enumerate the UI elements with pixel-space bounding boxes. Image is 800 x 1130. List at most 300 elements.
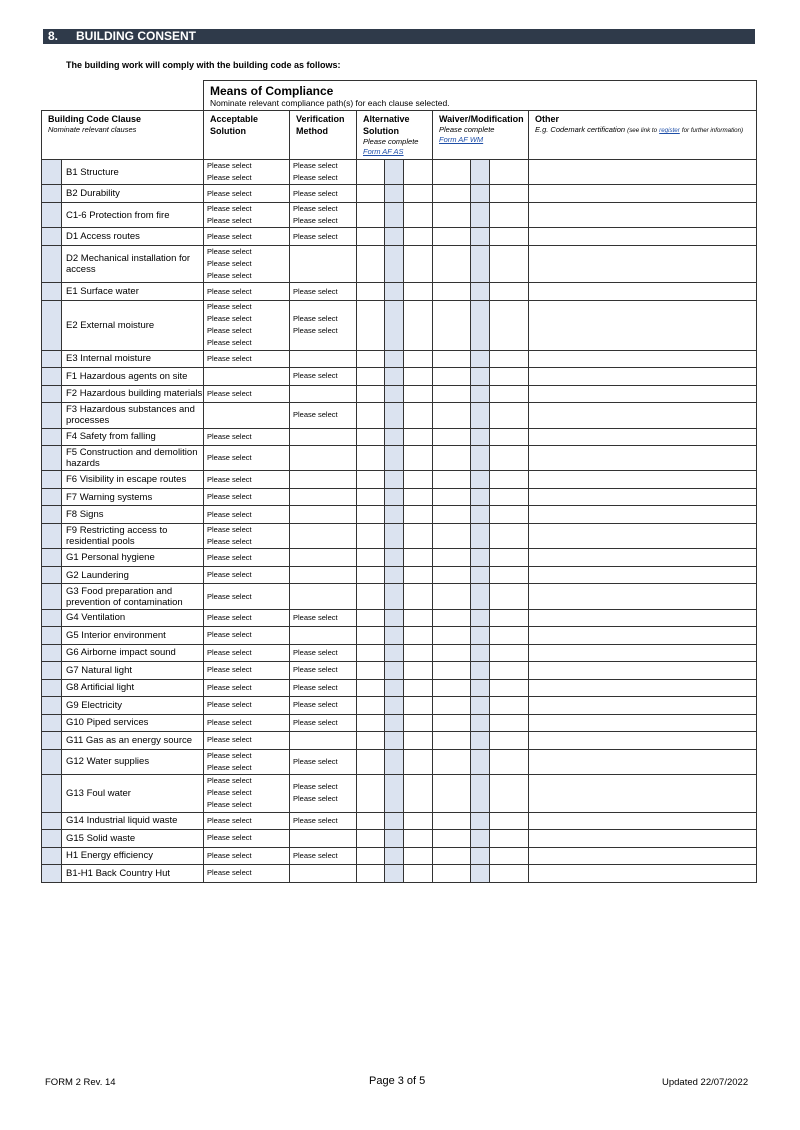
waiver-modification-checkbox[interactable] xyxy=(471,350,490,368)
please-select-dropdown[interactable]: Please select xyxy=(207,762,252,772)
waiver-modification-field[interactable] xyxy=(433,245,471,283)
alternative-solution-checkbox[interactable] xyxy=(385,566,404,584)
waiver-modification-field[interactable] xyxy=(490,566,529,584)
acceptable-solution-select[interactable] xyxy=(204,679,290,697)
alternative-solution-field[interactable] xyxy=(404,679,433,697)
alternative-solution-field[interactable] xyxy=(357,662,385,680)
waiver-modification-field[interactable] xyxy=(433,830,471,848)
waiver-modification-field[interactable] xyxy=(490,662,529,680)
acceptable-solution-select[interactable] xyxy=(204,368,290,386)
alternative-solution-checkbox[interactable] xyxy=(385,830,404,848)
verification-method-select[interactable] xyxy=(290,245,357,283)
please-select-dropdown[interactable]: Please select xyxy=(293,204,338,214)
acceptable-solution-select[interactable] xyxy=(204,471,290,489)
waiver-modification-field[interactable] xyxy=(433,627,471,645)
other-field[interactable] xyxy=(529,775,757,813)
waiver-modification-checkbox[interactable] xyxy=(471,662,490,680)
verification-method-select[interactable] xyxy=(290,228,357,246)
verification-method-select[interactable] xyxy=(290,202,357,227)
waiver-modification-checkbox[interactable] xyxy=(471,368,490,386)
alternative-solution-checkbox[interactable] xyxy=(385,403,404,428)
clause-checkbox[interactable] xyxy=(42,160,62,185)
waiver-modification-field[interactable] xyxy=(433,732,471,750)
alternative-solution-field[interactable] xyxy=(357,865,385,883)
verification-method-select[interactable] xyxy=(290,185,357,203)
please-select-dropdown[interactable]: Please select xyxy=(293,794,338,804)
alternative-solution-field[interactable] xyxy=(357,446,385,471)
please-select-dropdown[interactable]: Please select xyxy=(207,850,252,860)
alternative-solution-field[interactable] xyxy=(357,644,385,662)
alternative-solution-checkbox[interactable] xyxy=(385,584,404,609)
other-field[interactable] xyxy=(529,732,757,750)
other-field[interactable] xyxy=(529,202,757,227)
please-select-dropdown[interactable]: Please select xyxy=(207,630,252,640)
waiver-modification-field[interactable] xyxy=(433,812,471,830)
please-select-dropdown[interactable]: Please select xyxy=(207,173,252,183)
other-field[interactable] xyxy=(529,644,757,662)
other-field[interactable] xyxy=(529,566,757,584)
verification-method-select[interactable] xyxy=(290,403,357,428)
verification-method-select[interactable] xyxy=(290,609,357,627)
alternative-solution-field[interactable] xyxy=(357,385,385,403)
waiver-modification-checkbox[interactable] xyxy=(471,584,490,609)
waiver-modification-checkbox[interactable] xyxy=(471,749,490,774)
alternative-solution-field[interactable] xyxy=(404,549,433,567)
alternative-solution-field[interactable] xyxy=(404,584,433,609)
alternative-solution-field[interactable] xyxy=(357,775,385,813)
other-field[interactable] xyxy=(529,609,757,627)
alternative-solution-field[interactable] xyxy=(357,202,385,227)
waiver-modification-field[interactable] xyxy=(490,584,529,609)
clause-checkbox[interactable] xyxy=(42,847,62,865)
clause-checkbox[interactable] xyxy=(42,714,62,732)
please-select-dropdown[interactable]: Please select xyxy=(207,204,252,214)
please-select-dropdown[interactable]: Please select xyxy=(207,570,252,580)
other-field[interactable] xyxy=(529,385,757,403)
alternative-solution-field[interactable] xyxy=(404,202,433,227)
alternative-solution-checkbox[interactable] xyxy=(385,847,404,865)
please-select-dropdown[interactable]: Please select xyxy=(293,286,338,296)
waiver-modification-field[interactable] xyxy=(490,644,529,662)
other-field[interactable] xyxy=(529,749,757,774)
verification-method-select[interactable] xyxy=(290,679,357,697)
other-field[interactable] xyxy=(529,506,757,524)
clause-checkbox[interactable] xyxy=(42,403,62,428)
please-select-dropdown[interactable]: Please select xyxy=(207,525,252,535)
clause-checkbox[interactable] xyxy=(42,732,62,750)
alternative-solution-field[interactable] xyxy=(357,403,385,428)
clause-checkbox[interactable] xyxy=(42,350,62,368)
alternative-solution-field[interactable] xyxy=(404,627,433,645)
alternative-solution-field[interactable] xyxy=(404,350,433,368)
alternative-solution-field[interactable] xyxy=(404,185,433,203)
alternative-solution-field[interactable] xyxy=(404,644,433,662)
please-select-dropdown[interactable]: Please select xyxy=(293,410,338,420)
alternative-solution-checkbox[interactable] xyxy=(385,471,404,489)
please-select-dropdown[interactable]: Please select xyxy=(207,388,252,398)
waiver-modification-field[interactable] xyxy=(433,549,471,567)
alternative-solution-checkbox[interactable] xyxy=(385,865,404,883)
alternative-solution-checkbox[interactable] xyxy=(385,228,404,246)
waiver-modification-field[interactable] xyxy=(490,185,529,203)
please-select-dropdown[interactable]: Please select xyxy=(207,815,252,825)
alternative-solution-field[interactable] xyxy=(357,428,385,446)
please-select-dropdown[interactable]: Please select xyxy=(293,612,338,622)
other-field[interactable] xyxy=(529,471,757,489)
verification-method-select[interactable] xyxy=(290,368,357,386)
clause-checkbox[interactable] xyxy=(42,549,62,567)
alternative-solution-field[interactable] xyxy=(357,506,385,524)
waiver-modification-field[interactable] xyxy=(490,679,529,697)
verification-method-select[interactable] xyxy=(290,488,357,506)
alternative-solution-field[interactable] xyxy=(357,584,385,609)
clause-checkbox[interactable] xyxy=(42,584,62,609)
please-select-dropdown[interactable]: Please select xyxy=(207,492,252,502)
verification-method-select[interactable] xyxy=(290,830,357,848)
clause-checkbox[interactable] xyxy=(42,283,62,301)
waiver-modification-field[interactable] xyxy=(490,300,529,350)
verification-method-select[interactable] xyxy=(290,385,357,403)
other-field[interactable] xyxy=(529,350,757,368)
verification-method-select[interactable] xyxy=(290,865,357,883)
waiver-modification-field[interactable] xyxy=(433,300,471,350)
please-select-dropdown[interactable]: Please select xyxy=(207,776,252,786)
alternative-solution-checkbox[interactable] xyxy=(385,488,404,506)
alternative-solution-field[interactable] xyxy=(357,245,385,283)
please-select-dropdown[interactable]: Please select xyxy=(293,314,338,324)
acceptable-solution-select[interactable] xyxy=(204,300,290,350)
alternative-solution-field[interactable] xyxy=(357,488,385,506)
please-select-dropdown[interactable]: Please select xyxy=(207,788,252,798)
waiver-modification-field[interactable] xyxy=(433,506,471,524)
alternative-solution-checkbox[interactable] xyxy=(385,775,404,813)
waiver-modification-field[interactable] xyxy=(433,185,471,203)
acceptable-solution-select[interactable] xyxy=(204,732,290,750)
waiver-modification-field[interactable] xyxy=(490,350,529,368)
alternative-solution-field[interactable] xyxy=(357,160,385,185)
clause-checkbox[interactable] xyxy=(42,471,62,489)
alternative-solution-field[interactable] xyxy=(404,428,433,446)
alternative-solution-checkbox[interactable] xyxy=(385,609,404,627)
please-select-dropdown[interactable]: Please select xyxy=(207,735,252,745)
other-field[interactable] xyxy=(529,403,757,428)
alternative-solution-field[interactable] xyxy=(357,609,385,627)
waiver-modification-checkbox[interactable] xyxy=(471,865,490,883)
please-select-dropdown[interactable]: Please select xyxy=(207,188,252,198)
acceptable-solution-select[interactable] xyxy=(204,830,290,848)
waiver-modification-checkbox[interactable] xyxy=(471,644,490,662)
waiver-modification-field[interactable] xyxy=(433,714,471,732)
waiver-modification-field[interactable] xyxy=(433,847,471,865)
alternative-solution-field[interactable] xyxy=(357,350,385,368)
acceptable-solution-select[interactable] xyxy=(204,549,290,567)
waiver-modification-checkbox[interactable] xyxy=(471,549,490,567)
waiver-modification-field[interactable] xyxy=(490,812,529,830)
waiver-modification-field[interactable] xyxy=(433,644,471,662)
alternative-solution-field[interactable] xyxy=(357,228,385,246)
verification-method-select[interactable] xyxy=(290,812,357,830)
other-field[interactable] xyxy=(529,523,757,548)
clause-checkbox[interactable] xyxy=(42,488,62,506)
alternative-solution-field[interactable] xyxy=(404,385,433,403)
alternative-solution-checkbox[interactable] xyxy=(385,368,404,386)
waiver-modification-checkbox[interactable] xyxy=(471,160,490,185)
waiver-modification-field[interactable] xyxy=(490,749,529,774)
alternative-solution-field[interactable] xyxy=(357,523,385,548)
please-select-dropdown[interactable]: Please select xyxy=(207,647,252,657)
please-select-dropdown[interactable]: Please select xyxy=(207,286,252,296)
waiver-modification-field[interactable] xyxy=(433,679,471,697)
verification-method-select[interactable] xyxy=(290,697,357,715)
other-field[interactable] xyxy=(529,228,757,246)
alternative-solution-field[interactable] xyxy=(404,403,433,428)
acceptable-solution-select[interactable] xyxy=(204,202,290,227)
verification-method-select[interactable] xyxy=(290,644,357,662)
alternative-solution-field[interactable] xyxy=(357,283,385,301)
alternative-solution-field[interactable] xyxy=(404,662,433,680)
waiver-modification-checkbox[interactable] xyxy=(471,428,490,446)
clause-checkbox[interactable] xyxy=(42,428,62,446)
please-select-dropdown[interactable]: Please select xyxy=(293,161,338,171)
acceptable-solution-select[interactable] xyxy=(204,847,290,865)
waiver-modification-field[interactable] xyxy=(490,488,529,506)
other-field[interactable] xyxy=(529,185,757,203)
verification-method-select[interactable] xyxy=(290,428,357,446)
acceptable-solution-select[interactable] xyxy=(204,609,290,627)
alternative-solution-field[interactable] xyxy=(357,627,385,645)
other-field[interactable] xyxy=(529,549,757,567)
please-select-dropdown[interactable]: Please select xyxy=(207,509,252,519)
other-field[interactable] xyxy=(529,697,757,715)
waiver-modification-checkbox[interactable] xyxy=(471,488,490,506)
waiver-modification-field[interactable] xyxy=(433,368,471,386)
alternative-solution-checkbox[interactable] xyxy=(385,446,404,471)
please-select-dropdown[interactable]: Please select xyxy=(207,338,252,348)
waiver-modification-checkbox[interactable] xyxy=(471,830,490,848)
alternative-solution-checkbox[interactable] xyxy=(385,245,404,283)
waiver-modification-field[interactable] xyxy=(490,732,529,750)
alternative-solution-field[interactable] xyxy=(404,847,433,865)
waiver-modification-checkbox[interactable] xyxy=(471,202,490,227)
alternative-solution-checkbox[interactable] xyxy=(385,202,404,227)
alternative-solution-checkbox[interactable] xyxy=(385,160,404,185)
please-select-dropdown[interactable]: Please select xyxy=(207,552,252,562)
please-select-dropdown[interactable]: Please select xyxy=(207,231,252,241)
waiver-modification-field[interactable] xyxy=(490,283,529,301)
waiver-modification-field[interactable] xyxy=(490,847,529,865)
alternative-solution-field[interactable] xyxy=(357,300,385,350)
clause-checkbox[interactable] xyxy=(42,506,62,524)
verification-method-select[interactable] xyxy=(290,749,357,774)
alternative-solution-checkbox[interactable] xyxy=(385,714,404,732)
alternative-solution-field[interactable] xyxy=(404,523,433,548)
waiver-modification-field[interactable] xyxy=(490,865,529,883)
waiver-modification-checkbox[interactable] xyxy=(471,185,490,203)
waiver-modification-checkbox[interactable] xyxy=(471,566,490,584)
please-select-dropdown[interactable]: Please select xyxy=(293,717,338,727)
waiver-modification-checkbox[interactable] xyxy=(471,446,490,471)
waiver-modification-checkbox[interactable] xyxy=(471,506,490,524)
verification-method-select[interactable] xyxy=(290,627,357,645)
alternative-solution-field[interactable] xyxy=(404,714,433,732)
verification-method-select[interactable] xyxy=(290,847,357,865)
other-field[interactable] xyxy=(529,428,757,446)
waiver-modification-field[interactable] xyxy=(490,697,529,715)
please-select-dropdown[interactable]: Please select xyxy=(293,756,338,766)
clause-checkbox[interactable] xyxy=(42,812,62,830)
other-field[interactable] xyxy=(529,662,757,680)
please-select-dropdown[interactable]: Please select xyxy=(207,700,252,710)
other-field[interactable] xyxy=(529,627,757,645)
alternative-solution-checkbox[interactable] xyxy=(385,283,404,301)
waiver-modification-field[interactable] xyxy=(490,506,529,524)
other-field[interactable] xyxy=(529,865,757,883)
please-select-dropdown[interactable]: Please select xyxy=(207,216,252,226)
alternative-solution-field[interactable] xyxy=(357,732,385,750)
acceptable-solution-select[interactable] xyxy=(204,749,290,774)
verification-method-select[interactable] xyxy=(290,446,357,471)
alternative-solution-field[interactable] xyxy=(404,865,433,883)
please-select-dropdown[interactable]: Please select xyxy=(207,682,252,692)
verification-method-select[interactable] xyxy=(290,300,357,350)
acceptable-solution-select[interactable] xyxy=(204,428,290,446)
verification-method-select[interactable] xyxy=(290,350,357,368)
verification-method-select[interactable] xyxy=(290,160,357,185)
clause-checkbox[interactable] xyxy=(42,609,62,627)
form-af-wm-link[interactable]: Form AF WM xyxy=(439,135,484,144)
please-select-dropdown[interactable]: Please select xyxy=(293,682,338,692)
alternative-solution-field[interactable] xyxy=(357,812,385,830)
waiver-modification-field[interactable] xyxy=(433,775,471,813)
waiver-modification-field[interactable] xyxy=(490,160,529,185)
clause-checkbox[interactable] xyxy=(42,446,62,471)
alternative-solution-field[interactable] xyxy=(404,732,433,750)
alternative-solution-checkbox[interactable] xyxy=(385,385,404,403)
acceptable-solution-select[interactable] xyxy=(204,245,290,283)
please-select-dropdown[interactable]: Please select xyxy=(207,353,252,363)
acceptable-solution-select[interactable] xyxy=(204,584,290,609)
alternative-solution-checkbox[interactable] xyxy=(385,300,404,350)
alternative-solution-field[interactable] xyxy=(404,609,433,627)
waiver-modification-field[interactable] xyxy=(433,385,471,403)
please-select-dropdown[interactable]: Please select xyxy=(293,216,338,226)
clause-checkbox[interactable] xyxy=(42,749,62,774)
please-select-dropdown[interactable]: Please select xyxy=(207,537,252,547)
alternative-solution-field[interactable] xyxy=(404,471,433,489)
alternative-solution-field[interactable] xyxy=(404,749,433,774)
alternative-solution-field[interactable] xyxy=(404,812,433,830)
waiver-modification-field[interactable] xyxy=(433,865,471,883)
other-field[interactable] xyxy=(529,679,757,697)
clause-checkbox[interactable] xyxy=(42,627,62,645)
verification-method-select[interactable] xyxy=(290,714,357,732)
alternative-solution-field[interactable] xyxy=(404,245,433,283)
alternative-solution-field[interactable] xyxy=(357,697,385,715)
waiver-modification-field[interactable] xyxy=(433,471,471,489)
alternative-solution-checkbox[interactable] xyxy=(385,697,404,715)
verification-method-select[interactable] xyxy=(290,471,357,489)
please-select-dropdown[interactable]: Please select xyxy=(293,173,338,183)
acceptable-solution-select[interactable] xyxy=(204,160,290,185)
other-field[interactable] xyxy=(529,812,757,830)
verification-method-select[interactable] xyxy=(290,775,357,813)
alternative-solution-field[interactable] xyxy=(404,283,433,301)
other-field[interactable] xyxy=(529,847,757,865)
alternative-solution-field[interactable] xyxy=(404,446,433,471)
clause-checkbox[interactable] xyxy=(42,566,62,584)
alternative-solution-checkbox[interactable] xyxy=(385,185,404,203)
waiver-modification-field[interactable] xyxy=(433,228,471,246)
waiver-modification-field[interactable] xyxy=(433,584,471,609)
other-field[interactable] xyxy=(529,245,757,283)
clause-checkbox[interactable] xyxy=(42,644,62,662)
waiver-modification-field[interactable] xyxy=(433,697,471,715)
alternative-solution-checkbox[interactable] xyxy=(385,812,404,830)
register-link[interactable]: register xyxy=(659,127,680,134)
please-select-dropdown[interactable]: Please select xyxy=(293,700,338,710)
please-select-dropdown[interactable]: Please select xyxy=(207,302,252,312)
alternative-solution-field[interactable] xyxy=(357,679,385,697)
waiver-modification-checkbox[interactable] xyxy=(471,385,490,403)
please-select-dropdown[interactable]: Please select xyxy=(207,474,252,484)
waiver-modification-field[interactable] xyxy=(433,749,471,774)
alternative-solution-field[interactable] xyxy=(357,549,385,567)
other-field[interactable] xyxy=(529,283,757,301)
clause-checkbox[interactable] xyxy=(42,202,62,227)
alternative-solution-field[interactable] xyxy=(404,368,433,386)
waiver-modification-field[interactable] xyxy=(433,283,471,301)
acceptable-solution-select[interactable] xyxy=(204,523,290,548)
waiver-modification-field[interactable] xyxy=(490,428,529,446)
alternative-solution-field[interactable] xyxy=(357,830,385,848)
waiver-modification-checkbox[interactable] xyxy=(471,228,490,246)
waiver-modification-field[interactable] xyxy=(490,446,529,471)
clause-checkbox[interactable] xyxy=(42,523,62,548)
alternative-solution-field[interactable] xyxy=(404,566,433,584)
waiver-modification-field[interactable] xyxy=(433,662,471,680)
other-field[interactable] xyxy=(529,584,757,609)
alternative-solution-field[interactable] xyxy=(404,830,433,848)
waiver-modification-field[interactable] xyxy=(490,714,529,732)
other-field[interactable] xyxy=(529,160,757,185)
waiver-modification-field[interactable] xyxy=(433,488,471,506)
other-field[interactable] xyxy=(529,300,757,350)
waiver-modification-checkbox[interactable] xyxy=(471,403,490,428)
please-select-dropdown[interactable]: Please select xyxy=(207,431,252,441)
clause-checkbox[interactable] xyxy=(42,245,62,283)
waiver-modification-field[interactable] xyxy=(490,228,529,246)
alternative-solution-checkbox[interactable] xyxy=(385,679,404,697)
please-select-dropdown[interactable]: Please select xyxy=(293,371,338,381)
waiver-modification-checkbox[interactable] xyxy=(471,775,490,813)
waiver-modification-field[interactable] xyxy=(490,523,529,548)
please-select-dropdown[interactable]: Please select xyxy=(293,188,338,198)
please-select-dropdown[interactable]: Please select xyxy=(207,591,252,601)
please-select-dropdown[interactable]: Please select xyxy=(293,231,338,241)
acceptable-solution-select[interactable] xyxy=(204,228,290,246)
waiver-modification-field[interactable] xyxy=(490,549,529,567)
alternative-solution-checkbox[interactable] xyxy=(385,627,404,645)
acceptable-solution-select[interactable] xyxy=(204,627,290,645)
verification-method-select[interactable] xyxy=(290,283,357,301)
waiver-modification-checkbox[interactable] xyxy=(471,609,490,627)
clause-checkbox[interactable] xyxy=(42,662,62,680)
clause-checkbox[interactable] xyxy=(42,385,62,403)
verification-method-select[interactable] xyxy=(290,732,357,750)
acceptable-solution-select[interactable] xyxy=(204,385,290,403)
acceptable-solution-select[interactable] xyxy=(204,775,290,813)
waiver-modification-field[interactable] xyxy=(433,403,471,428)
